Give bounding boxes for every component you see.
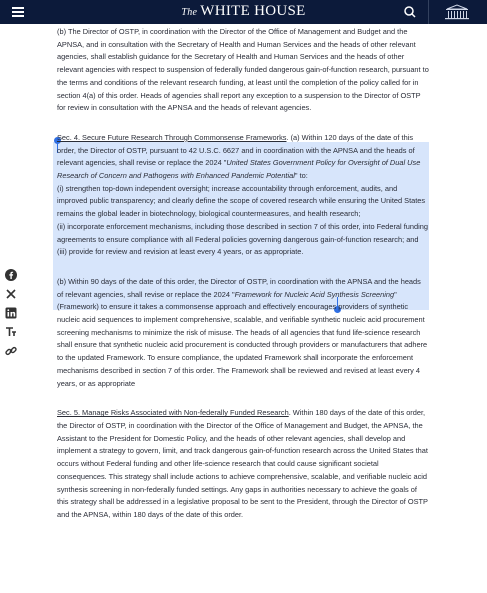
section-5 xyxy=(57,407,429,521)
section-4-a xyxy=(57,132,429,183)
paragraph-b2-text: (b) Within 90 days of the date of this order, the Director of OSTP, in coordination with the APNSA and the heads of relevant agencies, shall revise or replace the 2024 " xyxy=(57,276,421,299)
section-4-heading: Sec. 4. Secure Future Research Through Commonsense Frameworks xyxy=(57,132,287,142)
share-rail xyxy=(4,268,18,363)
search-icon[interactable] xyxy=(401,4,419,20)
section-4-a-end: " to: xyxy=(294,171,308,181)
item-ii: (ii) incorporate enforcement mechanisms, including those described in section 7 of this order, into Federal funding agreements to ensure compliance with all Federal policies governing dangerous gain-of-function research; and xyxy=(57,221,428,244)
framework-title: Framework for Nucleic Acid Synthesis Screening xyxy=(234,289,395,299)
paragraph-b1: (b) The Director of OSTP, in coordination with the Director of the Office of Management and Budget and the APNSA, and in consultation with the Secretary of Health and Human Services and the heads of other relevant agencies, shall establish guidance for the Secretary of Health and Human Services and the heads of other relevant agencies with respect to suspension of federally funded dangerous gain-of-function research, pursuant to the terms and conditions of the relevant research funding, at least until the completion of the policy called for in section 4(a) of this order. Heads of agencies shall report any exception to a suspension to the Director of OSTP for review in consultation with the APNSA and the heads of relevant agencies. xyxy=(57,27,429,113)
brand-the: The xyxy=(181,7,198,18)
header-divider xyxy=(428,0,429,24)
link-icon[interactable] xyxy=(4,344,18,358)
item-iii: (iii) provide for review and revision at least every 4 years, or as appropriate. xyxy=(57,247,304,257)
top-bar xyxy=(0,0,487,24)
section-4-a-text: . (a) Within 120 days of the date of this order, the Director of OSTP, pursuant to 42 U.S.C. 6627 and in coordination with the APNSA and the heads of relevant agencies, shall revise or replace the 2024 " xyxy=(57,132,415,168)
section-5-heading: Sec. 5. Manage Risks Associated with Non-federally Funded Research xyxy=(57,408,289,418)
white-house-logo[interactable] xyxy=(441,3,473,21)
section-5-text: . Within 180 days of the date of this order, the Director of OSTP, in coordination with the Director of the Office of Management and Budget, the APNSA, the Assistant to the President for Domestic Policy, and the heads of other relevant agencies, shall develop and implement a strategy to govern, limit, and track dangerous gain-of-function research across the United States that occurs without Federal funding and other life-science research that could cause significant societal consequences. This strategy shall include actions to achieve comprehensive, scalable, and verifiable nucleic acid synthesis screening in non-federally funded settings. Any gaps in authorities necessary to achieve the goals of this strategy shall be addressed in a legislative proposal to be sent to the President, through the Director of OSTP and the APNSA, within 180 days of the date of this order. xyxy=(57,408,428,519)
linkedin-icon[interactable] xyxy=(4,306,18,320)
article-body xyxy=(57,22,429,522)
paragraph-b2 xyxy=(57,276,429,390)
paragraph-b2-end: " (Framework) to ensure it takes a commonsense approach and effectively encourages providers of synthetic nucleic acid sequences to implement comprehensive, scalable, and verifiable synthetic nucleic acid procurement screening mechanisms to minimize the risk of misuse. The heads of all agencies that fund life-science research shall ensure that synthetic nucleic acid procurement is conducted through providers or manufacturers that adhere to the updated Framework. To ensure compliance, the updated Framework shall incorporate the enforcement mechanisms described in section 7 of this order. The Framework shall be reviewed and revised at least every 4 years, or as appropriate xyxy=(57,289,428,388)
brand-name: WHITE HOUSE xyxy=(200,3,306,19)
item-i: (i) strengthen top-down independent oversight; increase accountability through enforcement, audits, and improved public transparency; and clearly define the scope of covered research while ensuring the United States remains the global leader in biotechnology, biological countermeasures, and health research; xyxy=(57,183,426,219)
x-icon[interactable] xyxy=(4,287,18,301)
policy-title: United States Government Policy for Oversight of Dual Use Research of Concern and Pathogens with Enhanced Pandemic Potential xyxy=(57,158,421,181)
text-size-icon[interactable] xyxy=(4,325,18,339)
facebook-icon[interactable] xyxy=(4,268,18,282)
